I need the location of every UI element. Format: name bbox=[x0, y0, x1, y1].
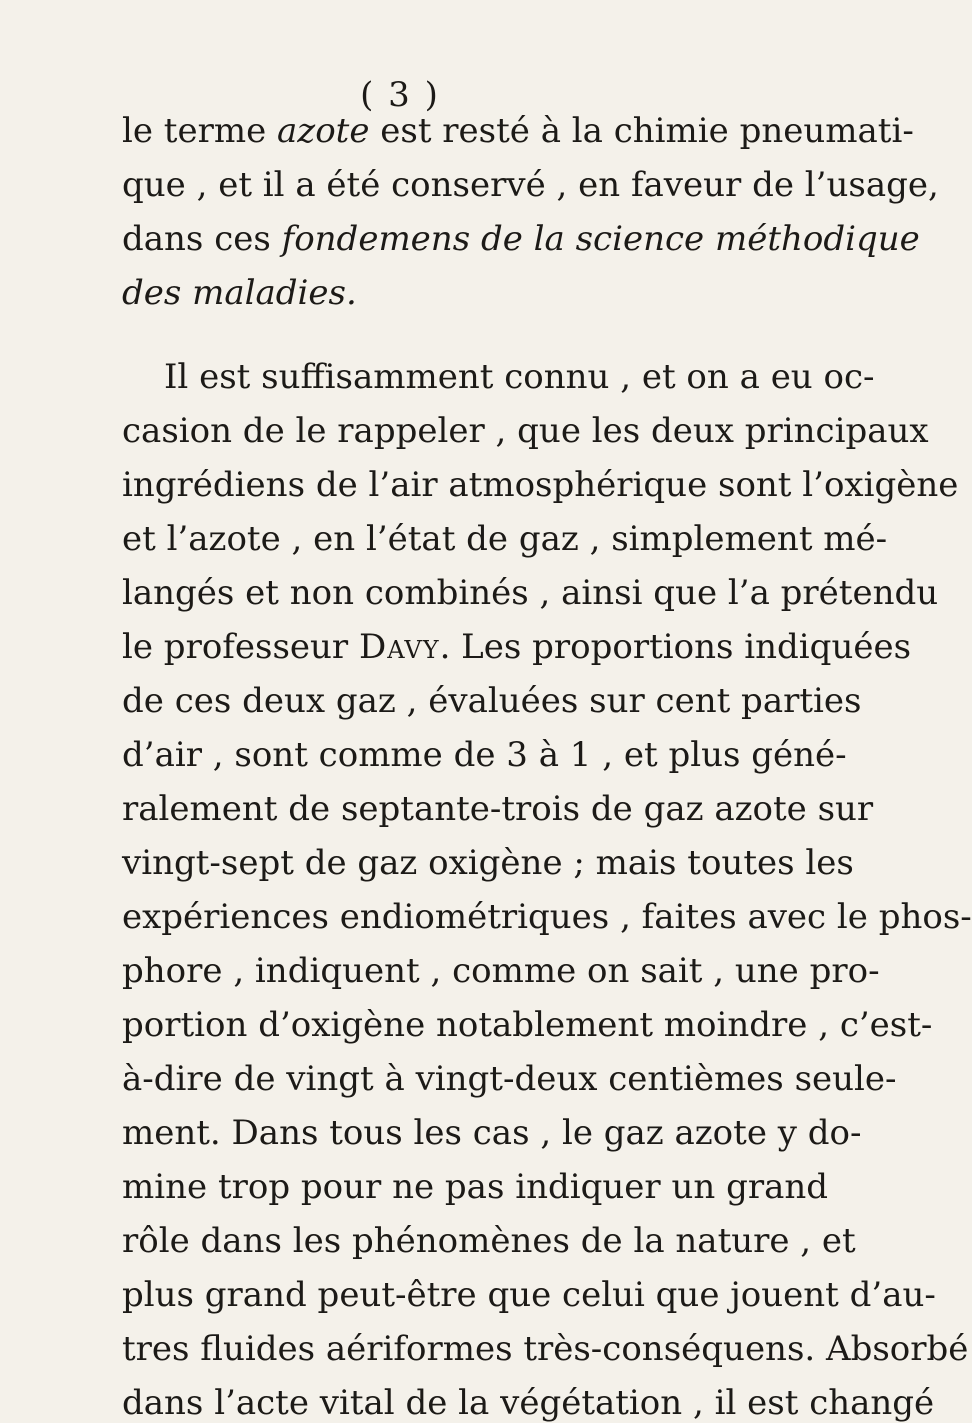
text-line bbox=[122, 1383, 935, 1423]
line-segment: d’air , sont comme de 3 à 1 , et plus géné- bbox=[122, 735, 847, 775]
line-segment: portion d’oxigène notablement moindre , c’est- bbox=[122, 1005, 933, 1045]
line-segment: et l’azote , en l’état de gaz , simplement mé- bbox=[122, 519, 888, 559]
text-line bbox=[122, 519, 888, 559]
text-line bbox=[122, 1329, 969, 1369]
line-segment: vingt-sept de gaz oxigène ; mais toutes les bbox=[122, 843, 854, 883]
line-segment: plus grand peut-être que celui que jouent d’au- bbox=[122, 1275, 936, 1315]
text-line bbox=[122, 1275, 936, 1315]
text-line bbox=[164, 357, 875, 397]
line-segment: Il est suffisamment connu , et on a eu oc- bbox=[164, 357, 875, 397]
line-segment: est resté à la chimie pneumati- bbox=[369, 111, 914, 151]
line-segment: le professeur bbox=[122, 627, 359, 667]
text-line bbox=[122, 1005, 933, 1045]
line-segment: dans l’acte vital de la végétation , il est changé bbox=[122, 1383, 935, 1423]
text-line bbox=[122, 681, 862, 721]
line-segment: dans ces bbox=[122, 219, 282, 259]
text-line bbox=[122, 897, 972, 937]
text-line bbox=[122, 1167, 829, 1207]
text-line bbox=[122, 465, 959, 505]
text-line bbox=[122, 1221, 856, 1261]
line-segment: ingrédiens de l’air atmosphérique sont l’oxigène bbox=[122, 465, 959, 505]
line-segment-italic: des maladies. bbox=[122, 273, 357, 313]
text-line bbox=[122, 111, 914, 151]
line-segment-italic: azote bbox=[277, 111, 370, 151]
text-line bbox=[122, 411, 929, 451]
line-segment: rôle dans les phénomènes de la nature , et bbox=[122, 1221, 856, 1261]
line-segment: de ces deux gaz , évaluées sur cent parties bbox=[122, 681, 862, 721]
line-segment: le terme bbox=[122, 111, 278, 151]
line-segment: à-dire de vingt à vingt-deux centièmes seule- bbox=[122, 1059, 897, 1099]
line-segment: tres fluides aériformes très-conséquens. Absorbé bbox=[122, 1329, 969, 1369]
page-number: ( 3 ) bbox=[360, 75, 440, 115]
line-segment: mine trop pour ne pas indiquer un grand bbox=[122, 1167, 829, 1207]
line-segment-italic: fondemens de la science méthodique bbox=[281, 219, 920, 259]
line-segment: ralement de septante-trois de gaz azote sur bbox=[122, 789, 874, 829]
line-segment: que , et il a été conservé , en faveur de l’usage, bbox=[122, 165, 939, 205]
line-segment: phore , indiquent , comme on sait , une pro- bbox=[122, 951, 880, 991]
text-line bbox=[122, 735, 847, 775]
text-line bbox=[122, 789, 874, 829]
text-line bbox=[122, 1113, 862, 1153]
text-line bbox=[122, 573, 939, 613]
line-segment: ment. Dans tous les cas , le gaz azote y do- bbox=[122, 1113, 862, 1153]
text-line bbox=[122, 843, 854, 883]
line-segment: casion de le rappeler , que les deux principaux bbox=[122, 411, 929, 451]
line-segment: langés et non combinés , ainsi que l’a prétendu bbox=[122, 573, 939, 613]
text-line bbox=[122, 165, 939, 205]
text-line bbox=[122, 951, 880, 991]
line-segment: expériences endiométriques , faites avec le phos- bbox=[122, 897, 972, 937]
text-line bbox=[122, 273, 704, 313]
text-line bbox=[122, 627, 912, 667]
text-line bbox=[122, 219, 920, 259]
text-line bbox=[122, 1059, 897, 1099]
line-segment: . Les proportions indiquées bbox=[439, 627, 912, 667]
line-segment-smallcaps: Davy bbox=[358, 627, 440, 667]
